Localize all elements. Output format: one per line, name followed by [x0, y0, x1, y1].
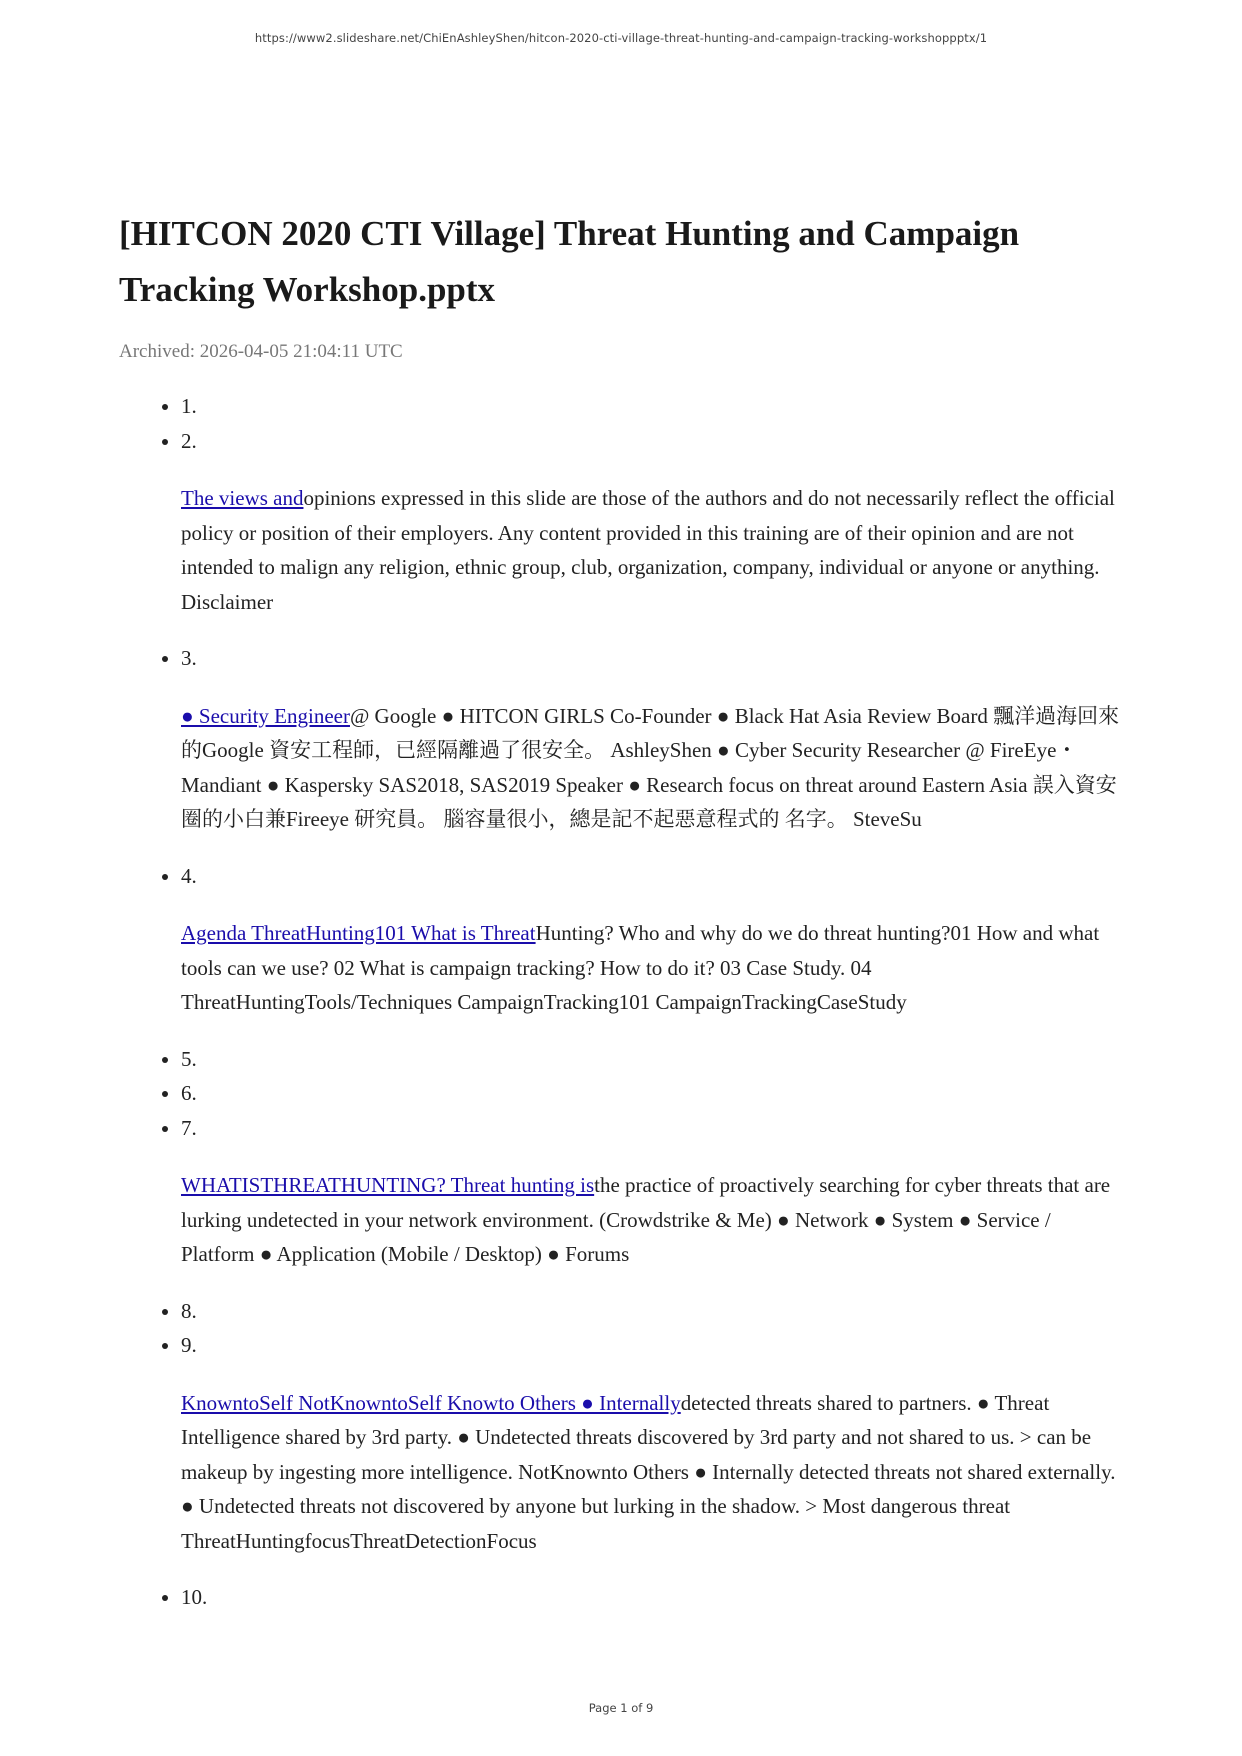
slide-item-6: [181, 1076, 1129, 1111]
archived-timestamp: Archived: 2026-04-05 21:04:11 UTC: [119, 341, 403, 362]
page-title: [HITCON 2020 CTI Village] Threat Hunting and Campaign Tracking Workshop.pptx: [119, 214, 1020, 309]
slide-item-8: [181, 1294, 1129, 1329]
slide-number: 6.: [181, 1081, 197, 1105]
page-url-header: https://www2.slideshare.net/ChiEnAshleyShen/hitcon-2020-cti-village-threat-hunting-and-campaign-tracking-workshoppptx/1: [254, 31, 988, 45]
slide-number: 2.: [181, 428, 197, 453]
slide-link[interactable]: The views and: [181, 486, 304, 510]
slide-body-text: detected threats shared to partners. ● Threat Intelligence shared by 3rd party. ● Undetected threats discovered by 3rd party and not shared to us. > can be makeup by ingesting more intelligence. NotKnownto Others ● Internally detected threats not shared externally. ● Undetected threats not discovered by anyone but lurking in the shadow. > Most dangerous threat ThreatHuntingfocusThreatDetectionFocus: [181, 1390, 1116, 1553]
slide-link[interactable]: WHATISTHREATHUNTING? Threat hunting is: [181, 1173, 595, 1197]
slide-number: 8.: [181, 1298, 197, 1323]
slide-text: [181, 1386, 1129, 1559]
slide-body-text: opinions expressed in this slide are those of the authors and do not necessarily reflect the official policy or position of their employers. Any content provided in this training are of their opinion and are not intended to malign any religion, ethnic group, club, organization, company, individual or anyone or anything. Disclaimer: [181, 486, 1115, 614]
slide-number: 5.: [181, 1046, 197, 1071]
slide-link[interactable]: ● Security Engineer: [181, 703, 350, 728]
slide-item-10: [181, 1580, 1129, 1615]
slide-body-text: Hunting? Who and why do we do threat hunting?01 How and what tools can we use? 02 What is campaign tracking? How to do it? 03 Case Study. 04 ThreatHuntingTools/Techniques CampaignTracking101 CampaignTrackingCaseStudy: [181, 921, 1100, 1014]
slide-item-2: [181, 424, 1129, 620]
slide-number: 1.: [181, 394, 197, 418]
slide-text: [181, 481, 1129, 619]
slide-item-5: [181, 1042, 1129, 1077]
slide-number: 3.: [181, 646, 197, 670]
slide-text: [181, 699, 1129, 837]
slide-item-3: [181, 641, 1129, 837]
slide-number: 10.: [181, 1585, 208, 1609]
slide-number: 7.: [181, 1115, 197, 1140]
slide-link[interactable]: KnowntoSelf NotKnowntoSelf Knowto Others ● Internally: [181, 1390, 681, 1415]
page-footer: Page 1 of 9: [588, 1701, 654, 1715]
slide-body-text: @ Google ● HITCON GIRLS Co-Founder ● Black Hat Asia Review Board 飄洋過海回來的Google 資安工程師，已經隔離過了很安全。 AshleyShen ● Cyber Security Researcher @ FireEye・Mandiant ● Kaspersky SAS2018, SAS2019 Speaker ● Research focus on threat around Eastern Asia 誤入資安圈的小白兼Fireeye 研究員。 腦容量很小，總是記不起惡意程式的 名字。 SteveSu: [181, 703, 1120, 831]
slide-body-text: the practice of proactively searching for cyber threats that are lurking undetected in your network environment. (Crowdstrike & Me) ● Network ● System ● Service / Platform ● Application (Mobile / Desktop) ● Forums: [181, 1173, 1111, 1266]
slide-number: 4.: [181, 863, 197, 888]
slide-item-7: [181, 1111, 1129, 1272]
slide-link[interactable]: Agenda ThreatHunting101 What is Threat: [181, 921, 536, 945]
slide-item-4: [181, 859, 1129, 1020]
slide-text: [181, 1168, 1129, 1272]
slide-text: [181, 916, 1129, 1020]
slides-content: [119, 389, 1129, 1615]
slide-item-1: [181, 389, 1129, 424]
slide-list: [119, 389, 1129, 1615]
slide-item-9: [181, 1328, 1129, 1558]
slide-number: 9.: [181, 1333, 197, 1357]
